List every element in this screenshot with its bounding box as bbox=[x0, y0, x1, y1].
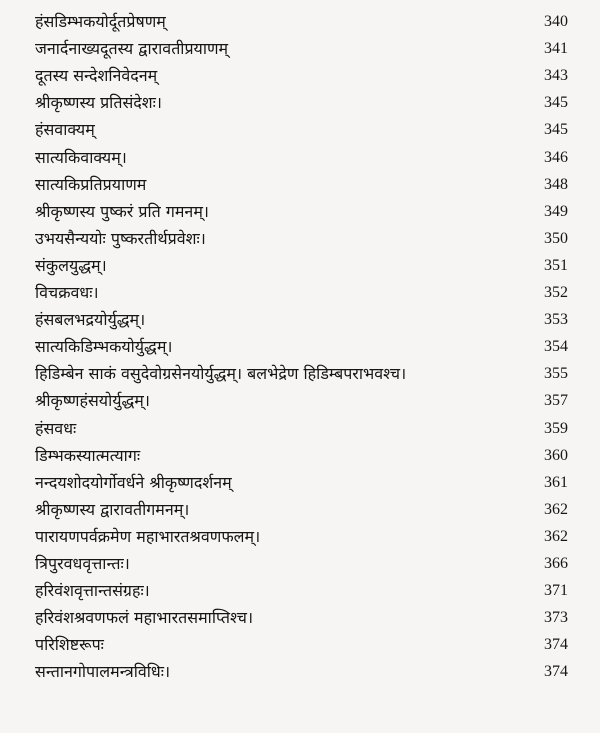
toc-entry-title: सन्तानगोपालमन्त्रविधिः। bbox=[35, 662, 171, 682]
toc-entry-page-number: 366 bbox=[544, 555, 568, 572]
toc-entry bbox=[0, 497, 600, 523]
toc-entry-page-number: 362 bbox=[544, 500, 568, 518]
toc-entry-title: हिडिम्बेन साकं वसुदेवोग्रसेनयोर्युद्धम्। बलभेद्रेण हिडिम्बपराभवश्च। bbox=[35, 364, 407, 384]
toc-entry-title: हंसडिम्भकयोर्दूतप्रेषणम् bbox=[35, 12, 166, 31]
toc-entry bbox=[0, 659, 600, 685]
toc-entry bbox=[0, 36, 600, 62]
toc-entry-page-number: 351 bbox=[544, 256, 568, 274]
toc-entry-page-number: 350 bbox=[544, 229, 568, 247]
toc-entry-title: त्रिपुरवधवृत्तान्तः। bbox=[35, 554, 130, 573]
toc-entry-page-number: 352 bbox=[544, 284, 568, 301]
toc-entry bbox=[0, 307, 600, 333]
toc-entry-title: श्रीकृष्णस्य पुष्करं प्रति गमनम्। bbox=[35, 201, 209, 221]
toc-entry bbox=[0, 443, 600, 469]
toc-entry-page-number: 371 bbox=[544, 582, 568, 600]
toc-entry-page-number: 340 bbox=[544, 13, 568, 30]
toc-entry-title: सात्यकिडिम्भकयोर्युद्धम्। bbox=[35, 337, 173, 357]
toc-entry-page-number: 348 bbox=[544, 175, 568, 193]
toc-entry-page-number: 353 bbox=[544, 311, 568, 329]
toc-entry-page-number: 359 bbox=[544, 419, 568, 437]
toc-entry bbox=[0, 117, 600, 143]
toc-entry-title: हरिवंशश्रवणफलं महाभारतसमाप्तिश्च। bbox=[35, 608, 254, 628]
toc-entry-page-number: 341 bbox=[544, 40, 568, 58]
toc-entry-page-number: 362 bbox=[544, 527, 568, 545]
toc-entry bbox=[0, 578, 600, 604]
toc-entry-page-number: 345 bbox=[544, 121, 568, 139]
toc-entry bbox=[0, 361, 600, 387]
toc-entry-title: हरिवंशवृत्तान्तसंग्रहः। bbox=[35, 581, 150, 601]
toc-entry-page-number: 360 bbox=[544, 446, 568, 464]
toc-entry-page-number: 355 bbox=[544, 365, 568, 383]
toc-entry-title: हंसवाक्यम् bbox=[35, 120, 95, 140]
toc-entry bbox=[0, 605, 600, 631]
toc-entry-title: दूतस्य सन्देशनिवेदनम् bbox=[35, 66, 158, 86]
toc-entry bbox=[0, 226, 600, 252]
toc-entry-page-number: 373 bbox=[544, 609, 568, 627]
toc-entry-page-number: 374 bbox=[544, 636, 568, 654]
toc-entry-title: श्रीकृष्णस्य प्रतिसंदेशः। bbox=[35, 93, 162, 113]
toc-entry-title: परिशिष्टरूपः bbox=[35, 635, 104, 655]
toc-entry-title: पारायणपर्वक्रमेण महाभारतश्रवणफलम्। bbox=[35, 526, 261, 546]
toc-entry bbox=[0, 172, 600, 198]
toc-entry bbox=[0, 63, 600, 89]
toc-entry-title: जनार्दनाख्यदूतस्य द्वारावतीप्रयाणम् bbox=[35, 39, 229, 59]
toc-entry-page-number: 374 bbox=[544, 663, 568, 681]
toc-entry bbox=[0, 334, 600, 360]
toc-entry-page-number: 361 bbox=[544, 473, 568, 491]
toc-entry-title: श्रीकृष्णहंसयोर्युद्धम्। bbox=[35, 391, 150, 411]
toc-entry-title: डिम्भकस्यात्मत्यागः bbox=[35, 445, 141, 465]
toc-entry-page-number: 343 bbox=[544, 67, 568, 85]
toc-entry-page-number: 346 bbox=[544, 148, 568, 166]
toc-entry-page-number: 357 bbox=[544, 392, 568, 410]
toc-entry bbox=[0, 9, 600, 35]
toc-entry-title: नन्दयशोदयोर्गोवर्धने श्रीकृष्णदर्शनम् bbox=[35, 472, 232, 492]
toc-entry bbox=[0, 253, 600, 279]
toc-entry-title: सात्यकिप्रतिप्रयाणम bbox=[35, 174, 147, 194]
toc-entry bbox=[0, 524, 600, 550]
toc-entry bbox=[0, 90, 600, 116]
toc-entry-title: संकुलयुद्धम्। bbox=[35, 255, 107, 275]
toc-entry-page-number: 345 bbox=[544, 94, 568, 112]
toc-entry bbox=[0, 388, 600, 414]
toc-entry bbox=[0, 470, 600, 496]
toc-entry-title: सात्यकिवाक्यम्। bbox=[35, 147, 127, 167]
toc-entry-title: उभयसैन्ययोः पुष्करतीर्थप्रवेशः। bbox=[35, 228, 206, 248]
toc-entry bbox=[0, 145, 600, 171]
toc-entry bbox=[0, 280, 600, 306]
toc-entry bbox=[0, 199, 600, 225]
toc-entry bbox=[0, 551, 600, 577]
toc-entry-title: श्रीकृष्णस्य द्वारावतीगमनम्। bbox=[35, 499, 190, 519]
toc-entry bbox=[0, 632, 600, 658]
toc-entry-page-number: 354 bbox=[544, 338, 568, 356]
toc-entry bbox=[0, 416, 600, 442]
toc-entry-title: हंसवधः bbox=[35, 418, 77, 438]
toc-entry-title: हंसबलभद्रयोर्युद्धम्। bbox=[35, 310, 146, 330]
toc-entry-page-number: 349 bbox=[544, 202, 568, 220]
toc-entry-title: विचक्रवधः। bbox=[35, 283, 99, 302]
